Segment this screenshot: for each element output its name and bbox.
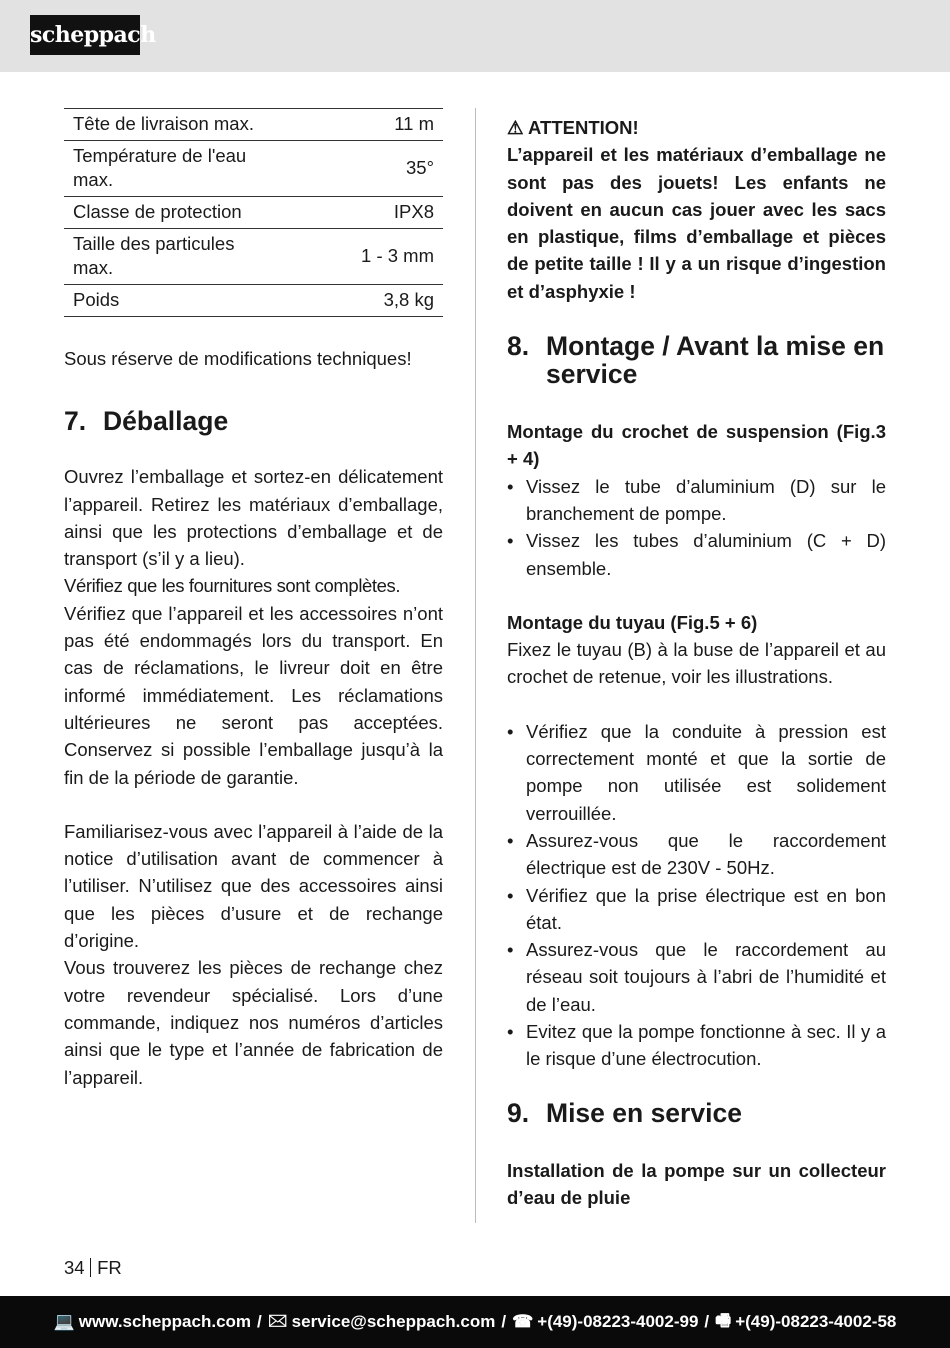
page-language: FR [97, 1257, 122, 1278]
subheading: Installation de la pompe sur un collecteur d’eau de pluie [507, 1159, 886, 1208]
phone-icon: ☎ [512, 1312, 534, 1331]
page-number [64, 1256, 122, 1280]
phone-number: +(49)-08223-4002-99 [537, 1312, 699, 1331]
section-8-heading [507, 332, 886, 388]
spec-label: Taille des particules max. [64, 229, 282, 285]
list-item: • Evitez que la pompe fonctionne à sec. Il y a le risque d’une électrocution. [507, 1018, 886, 1073]
page-separator [90, 1258, 92, 1277]
spec-label: Tête de livraison max. [64, 109, 282, 141]
spec-label: Température de l'eau max. [64, 141, 282, 197]
spec-value: 11 m [282, 109, 443, 141]
footer-separator: / [501, 1312, 507, 1331]
list-item: • Vissez les tubes d’aluminium (C + D) ensemble. [507, 527, 886, 582]
specs-table [64, 108, 443, 317]
spec-value: 1 - 3 mm [282, 229, 443, 285]
spec-value: 35° [282, 141, 443, 197]
paragraph: Vous trouverez les pièces de rechange chez votre revendeur spécialisé. Lors d’une commande, indiquez nos numéros d’articles ainsi que le type et l’année de fabrication de l’appareil. [64, 957, 443, 1088]
section-number: 9. [507, 1097, 530, 1128]
section-number: 7. [64, 406, 87, 437]
email-link[interactable]: service@scheppach.com [291, 1312, 496, 1331]
paragraph: Familiarisez-vous avec l’appareil à l’aide de la notice d’utilisation avant de commencer à l’utiliser. N’utilisez que des accessoires ainsi que les pièces d’usure et de rechange d’origine. [64, 820, 443, 952]
spec-value: IPX8 [282, 197, 443, 229]
list-item: • Assurez-vous que le raccordement au réseau soit toujours à l’abri de l’humidité et de l’eau. [507, 936, 886, 1018]
bullet-list [507, 718, 886, 1073]
table-row [64, 109, 443, 141]
spec-label: Poids [64, 285, 282, 317]
section-9-heading [507, 1099, 886, 1127]
header-bar [0, 0, 950, 72]
section-title: Mise en service [546, 1097, 742, 1128]
column-divider [475, 108, 476, 1223]
website-link[interactable]: www.scheppach.com [78, 1312, 252, 1331]
paragraph: Vérifiez que l’appareil et les accessoires n’ont pas été endommagés lors du transport. En cas de réclamations, le livreur doit en être informé immédiatement. Les réclamations ultérieures ne seront pas acceptées. Conservez si possible l’emballage jusqu’à la fin de la période de garantie. [64, 602, 443, 788]
section-7-heading [64, 407, 443, 435]
computer-icon: 💻 [53, 1312, 75, 1331]
list-item: • Vérifiez que la conduite à pression est correctement monté et que la sortie de pompe non utilisée est solidement verrouillée. [507, 718, 886, 827]
table-row [64, 229, 443, 285]
brand-logo: scheppach [30, 15, 140, 55]
envelope-icon: 🖂 [267, 1310, 288, 1330]
paragraph: Ouvrez l’emballage et sortez-en délicatement l’appareil. Retirez les matériaux d’emballage, ainsi que les protections d’emballage et de transport (s’il y a lieu). [64, 466, 443, 570]
section-title: Déballage [103, 406, 229, 437]
attention-text: L’appareil et les matériaux d’emballage ne sont pas des jouets! Les enfants ne doivent en aucun cas jouer avec les sacs en plastique, films d’emballage et pièces de petite taille ! Il y a un risque d’ingestion et d’asphyxie ! [507, 144, 886, 302]
spec-label: Classe de protection [64, 197, 282, 229]
footer-separator: / [257, 1312, 262, 1331]
bullet-list [507, 473, 886, 582]
fax-number: +(49)-08223-4002-58 [735, 1312, 897, 1331]
subheading: Montage du tuyau (Fig.5 + 6) [507, 611, 758, 633]
section-title: Montage / Avant la mise en service [546, 331, 885, 390]
subheading: Montage du crochet de suspension (Fig.3 + 4) [507, 421, 886, 470]
fax-icon: 🖷 [715, 1310, 732, 1330]
list-item: • Vissez le tube d’aluminium (D) sur le branchement de pompe. [507, 473, 886, 528]
list-item: • Assurez-vous que le raccordement électrique est de 230V - 50Hz. [507, 827, 886, 882]
attention-heading: ⚠ ATTENTION! [507, 117, 639, 138]
right-column [507, 108, 886, 1211]
left-column [64, 108, 443, 1091]
paragraph: Fixez le tuyau (B) à la buse de l’appareil et au crochet de retenue, voir les illustrations. [507, 639, 886, 688]
section-number: 8. [507, 331, 530, 362]
paragraph: Vérifiez que les fournitures sont complètes. [64, 575, 401, 597]
footer-separator: / [704, 1312, 710, 1331]
table-row [64, 197, 443, 229]
table-row [64, 285, 443, 317]
reserve-note: Sous réserve de modifications techniques! [64, 348, 412, 369]
attention-box [507, 114, 886, 305]
contact-footer [0, 1296, 950, 1348]
list-item: • Vérifiez que la prise électrique est en bon état. [507, 882, 886, 937]
page-number-value: 34 [64, 1257, 85, 1278]
table-row [64, 141, 443, 197]
spec-value: 3,8 kg [282, 285, 443, 317]
